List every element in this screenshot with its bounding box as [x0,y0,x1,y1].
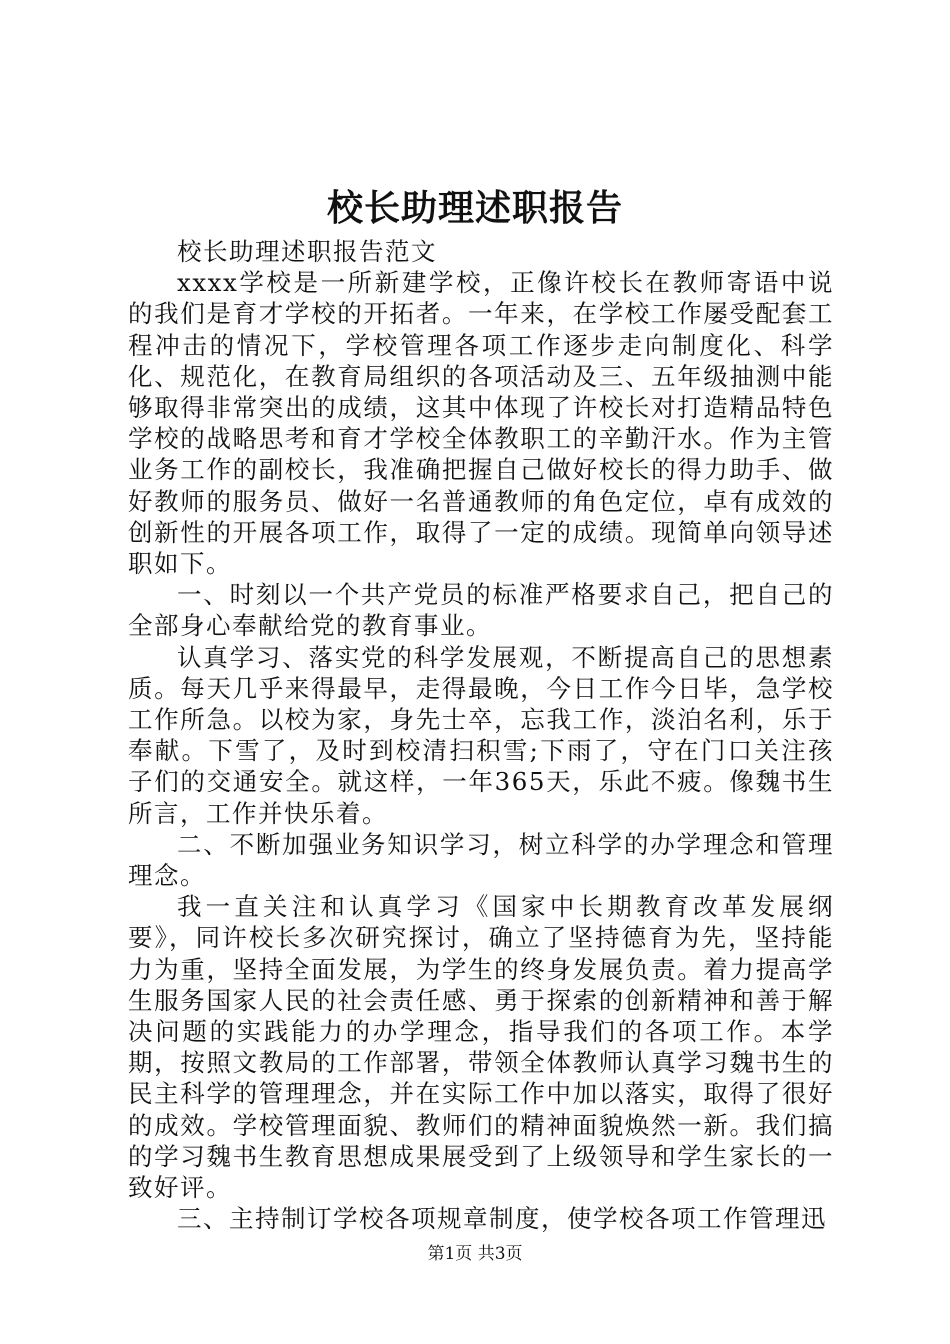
paragraph-subtitle: 校长助理述职报告范文 [177,237,437,266]
paragraph-intro: xxxx学校是一所新建学校，正像许校长在教师寄语中说的我们是育才学校的开拓者。一年来，在学校工作屡受配套工程冲击的情况下，学校管理各项工作逐步走向制度化、科学化、规范化，在教育局组织的各项活动及三、五年级抽测中能够取得非常突出的成绩，这其中体现了许校长对打造精品特色学校的战略思考和育才学校全体教职工的辛勤汗水。作为主管业务工作的副校长，我准确把握自己做好校长的得力助手、做好教师的服务员、做好一名普通教师的角色定位，卓有成效的创新性的开展各项工作，取得了一定的成绩。现简单向领导述职如下。 [128,268,834,579]
section-heading-1: 一、时刻以一个共产党员的标准严格要求自己，把自己的全部身心奉献给党的教育事业。 [128,580,834,641]
paragraph-section-1: 认真学习、落实党的科学发展观，不断提高自己的思想素质。每天几乎来得最早，走得最晚，今日工作今日毕，急学校工作所急。以校为家，身先士卒，忘我工作，淡泊名利，乐于奉献。下雪了，及时到校清扫积雪;下雨了，守在门口关注孩子们的交通安全。就这样，一年365天，乐此不疲。像魏书生所言，工作并快乐着。 [128,642,834,828]
document-body [128,236,834,1235]
paragraph-section-2: 我一直关注和认真学习《国家中长期教育改革发展纲要》，同许校长多次研究探讨，确立了坚持德育为先，坚持能力为重，坚持全面发展，为学生的终身发展负责。着力提高学生服务国家人民的社会责任感、勇于探索的创新精神和善于解决问题的实践能力的办学理念，指导我们的各项工作。本学期，按照文教局的工作部署，带领全体教师认真学习魏书生的民主科学的管理理念，并在实际工作中加以落实，取得了很好的成效。学校管理面貌、教师们的精神面貌焕然一新。我们搞的学习魏书生教育思想成果展受到了上级领导和学生家长的一致好评。 [128,892,834,1203]
page-number-footer: 第1页 共3页 [427,1244,523,1264]
section-heading-2: 二、不断加强业务知识学习，树立科学的办学理念和管理理念。 [128,829,834,891]
document-title: 校长助理述职报告 [326,187,623,229]
section-heading-3: 三、主持制订学校各项规章制度，使学校各项工作管理迅 [177,1204,827,1234]
